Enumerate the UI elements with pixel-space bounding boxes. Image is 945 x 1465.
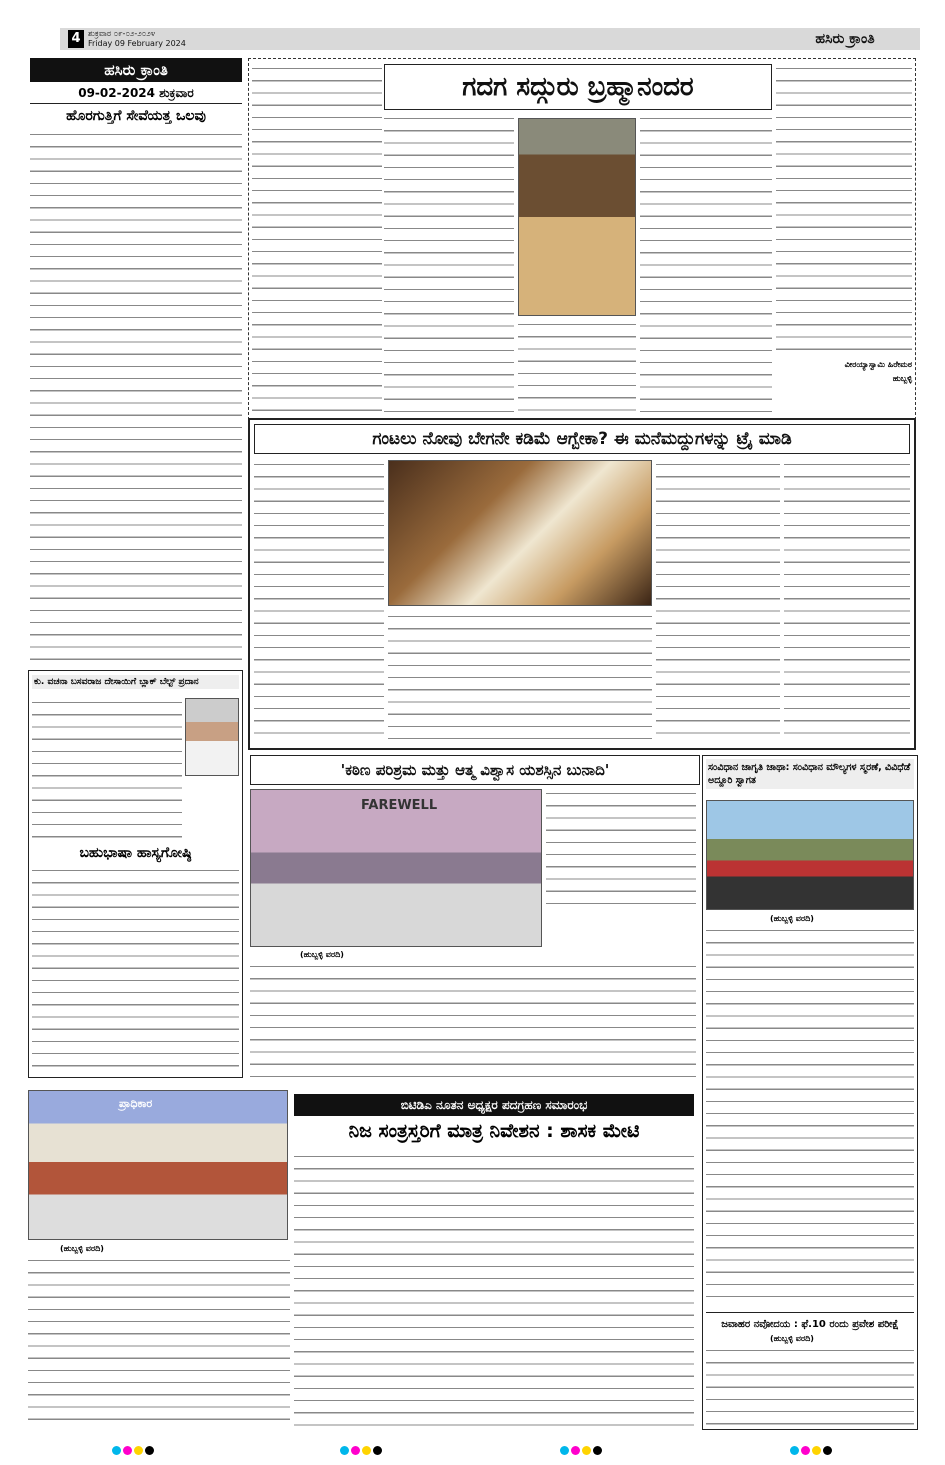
- registration-dots-4: [790, 1440, 834, 1459]
- brahmanandar-place: ಹುಬ್ಬಳ್ಳಿ: [892, 374, 912, 383]
- hardwork-photo: [250, 789, 542, 947]
- throat-col2: [388, 612, 652, 744]
- constitution-title: ಸಂವಿಧಾನ ಜಾಗೃತಿ ಜಾಥಾ: ಸಂವಿಧಾನ ಮೌಲ್ಯಗಳ ಸ್ಮರಣೆ, ವಿವಿಧೆಡೆ ಅದ್ದೂರಿ ಸ್ವಾಗತ: [706, 759, 914, 789]
- btdi-body-left: [28, 1256, 290, 1430]
- registration-dots-2: [340, 1440, 384, 1459]
- brahmanandar-col1: [252, 64, 382, 416]
- brahmanandar-photo: [518, 118, 636, 316]
- btdi-title: ನಿಜ ಸಂತ್ರಸ್ತರಿಗೆ ಮಾತ್ರ ನಿವೇಶನ : ಶಾಸಕ ಮೇಟಿ: [348, 1120, 640, 1142]
- award-title: ಕು. ವಚನಾ ಬಸವರಾಜ ದೇಸಾಯಿಗೆ ಬ್ಲಾಕ್ ಬೆಲ್ಟ್ ಪ್ರದಾನ: [32, 675, 239, 689]
- award-body: [32, 698, 182, 838]
- throat-col3: [656, 460, 780, 744]
- header-date-kannada: ಶುಕ್ರವಾರ ೦೯-೦೨-೨೦೨೪: [88, 29, 156, 38]
- constitution-body: [706, 926, 914, 1306]
- brahmanandar-col3b: [518, 320, 636, 416]
- header-date: [88, 29, 228, 49]
- brahmanandar-col4: [776, 64, 912, 354]
- masthead-date: 09-02-2024 ಶುಕ್ರವಾರ: [30, 86, 242, 104]
- throat-photo: [388, 460, 652, 606]
- throat-col4: [784, 460, 910, 744]
- hardwork-title: 'ಕಠಿಣ ಪರಿಶ್ರಮ ಮತ್ತು ಆತ್ಮ ವಿಶ್ವಾಸ ಯಶಸ್ಸಿನ ಬುನಾದಿ': [250, 755, 700, 785]
- page-number: 4: [68, 30, 84, 48]
- jnv-caption: (ಹುಬ್ಬಳ್ಳಿ ವರದಿ): [770, 1334, 814, 1343]
- brahmanandar-col3: [640, 114, 772, 416]
- brahmanandar-title: ಗದಗ ಸದ್ಗುರು ಬ್ರಹ್ಮಾನಂದರ: [384, 64, 772, 110]
- header-date-english: Friday 09 February 2024: [88, 39, 186, 48]
- masthead-name: ಹಸಿರು ಕ್ರಾಂತಿ: [30, 58, 242, 82]
- btdi-caption: (ಹುಬ್ಬಳ್ಳಿ ವರದಿ): [60, 1244, 104, 1253]
- header-brand: ಹಸಿರು ಕ್ರಾಂತಿ: [815, 31, 875, 47]
- throat-title: ಗಂಟಲು ನೋವು ಬೇಗನೇ ಕಡಿಮೆ ಆಗ್ಬೇಕಾ? ಈ ಮನೆಮದ್ದುಗಳನ್ನು ಟ್ರೈ ಮಾಡಿ: [254, 424, 910, 454]
- constitution-caption: (ಹುಬ್ಬಳ್ಳಿ ವರದಿ): [770, 914, 814, 923]
- humor-title: ಬಹುಭಾಷಾ ಹಾಸ್ಯಗೋಷ್ಠಿ: [79, 845, 192, 861]
- registration-dots-3: [560, 1440, 604, 1459]
- jobs-title: ಹೊರಗುತ್ತಿಗೆ ಸೇವೆಯತ್ತ ಒಲವು: [66, 108, 206, 124]
- hardwork-body: [250, 962, 696, 1086]
- hardwork-banner: FAREWELL: [361, 798, 438, 813]
- jnv-body: [706, 1346, 914, 1426]
- throat-col1: [254, 460, 384, 744]
- brahmanandar-col2: [384, 114, 514, 416]
- humor-body: [32, 866, 239, 1074]
- registration-dots-1: [112, 1440, 156, 1459]
- brahmanandar-byline: ವೀರಯ್ಯಾಸ್ವಾಮಿ ಹಿರೇಮಠ: [844, 360, 912, 369]
- jnv-title: ಜವಾಹರ ನವೋದಯ : ಫೆ.10 ರಂದು ಪ್ರವೇಶ ಪರೀಕ್ಷೆ: [706, 1312, 914, 1330]
- btdi-photo: [28, 1090, 288, 1240]
- constitution-photo: [706, 800, 914, 910]
- hardwork-caption: (ಹುಬ್ಬಳ್ಳಿ ವರದಿ): [300, 950, 344, 959]
- btdi-body-right: [294, 1152, 694, 1430]
- award-photo: [185, 698, 239, 776]
- btdi-banner: ಪ್ರಾಧಿಕಾರ: [119, 1097, 153, 1110]
- btdi-kicker: ಬಿಟಿಡಿಎ ನೂತನ ಅಧ್ಯಕ್ಷರ ಪದಗ್ರಹಣ ಸಮಾರಂಭ: [294, 1094, 694, 1116]
- hardwork-col-right: [546, 789, 696, 907]
- jobs-body: [30, 130, 242, 664]
